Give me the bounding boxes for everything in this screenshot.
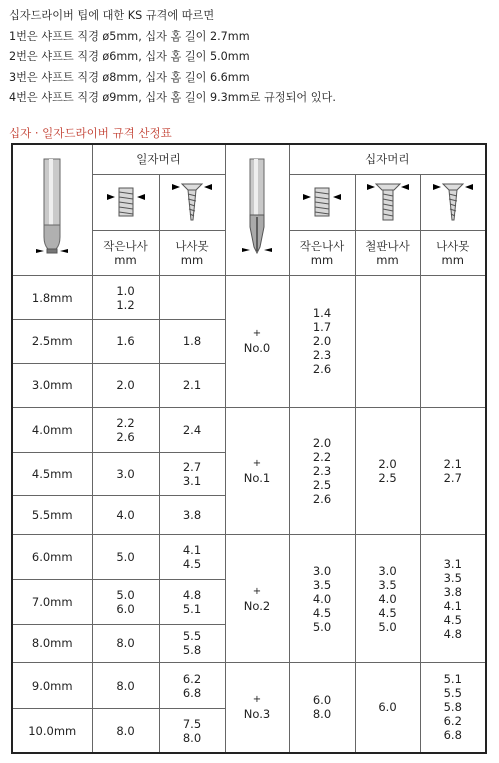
value-line: 3.0 (116, 467, 135, 482)
machine-screw-icon-cell (92, 174, 159, 230)
cross-tip-number (225, 662, 289, 753)
wood-screw-icon (170, 180, 214, 224)
cross-small-screw-values (289, 407, 355, 535)
value-line: 5.5 (443, 686, 462, 701)
value-line: 2.1 (182, 378, 202, 393)
value-line: 2.7 (443, 471, 462, 486)
flat-screwdriver-icon (22, 155, 82, 265)
table-row (12, 535, 486, 579)
flat-wood-screw-values (159, 320, 225, 363)
value-line: 4.5 (182, 556, 202, 571)
value-line: 2.5 (312, 478, 332, 493)
cross-wood-screw-values (420, 407, 486, 535)
flat-small-screw-values (92, 662, 159, 708)
value-line: 2.4 (182, 422, 202, 437)
value-line: 6.2 (182, 671, 202, 686)
cross-tip-number (225, 407, 289, 535)
value-line: 6.0 (312, 693, 332, 708)
flat-wood-screw-values (159, 535, 225, 579)
intro-text (9, 6, 336, 109)
value-line: 3.1 (182, 474, 202, 489)
cross-sheet-screw-values (355, 407, 420, 535)
value-line: 2.6 (116, 429, 135, 444)
flat-wood-screw-values (159, 452, 225, 495)
flat-wood-screw-values (159, 363, 225, 407)
intro-line: 4번은 샤프트 직경 ø9mm, 십자 홈 길이 9.3mm로 규정되어 있다. (9, 91, 336, 104)
value-line: 4.8 (443, 626, 462, 641)
flat-tip-size: 10.0mm (12, 709, 92, 753)
value-line: 8.0 (312, 707, 332, 722)
cross-small-screw-values (289, 535, 355, 663)
cross-sheet-screw-values (355, 276, 420, 408)
flat-tip-size: 3.0mm (12, 363, 92, 407)
flat-wood-screw-values (159, 496, 225, 535)
flat-tip-size: 9.0mm (12, 662, 92, 708)
flat-wood-screw-values (159, 662, 225, 708)
value-line: 6.8 (443, 728, 462, 743)
sheet-screw-icon-cell (355, 174, 420, 230)
plus-symbol: + (252, 694, 262, 706)
value-line: 2.1 (443, 457, 462, 472)
value-line: 6.8 (182, 685, 202, 700)
value-line: 4.8 (182, 587, 202, 602)
value-line: 3.0 (378, 563, 397, 578)
cross-small-screw-header: 작은나사 mm (289, 230, 355, 275)
value-line: 2.5 (378, 471, 397, 486)
value-line: 4.0 (312, 591, 332, 606)
cross-tip-number (225, 535, 289, 663)
value-line: 6.0 (378, 700, 397, 715)
cross-small-screw-values (289, 662, 355, 753)
value-line: 4.1 (443, 598, 462, 613)
value-line: 2.0 (378, 457, 397, 472)
value-line: 2.2 (116, 415, 135, 430)
flat-wood-screw-header: 나사못 mm (159, 230, 225, 275)
value-line: 5.1 (182, 601, 202, 616)
flat-small-screw-header: 작은나사 mm (92, 230, 159, 275)
flat-small-screw-values (92, 407, 159, 452)
flat-tip-size: 8.0mm (12, 624, 92, 662)
table-body (12, 276, 486, 753)
driver-spec-table (11, 143, 487, 754)
intro-line: 1번은 샤프트 직경 ø5mm, 십자 홈 길이 2.7mm (9, 29, 250, 43)
table-row (12, 276, 486, 320)
value-line: 3.8 (443, 584, 462, 599)
intro-line: 2번은 샤프트 직경 ø6mm, 십자 홈 길이 5.0mm (9, 50, 250, 63)
value-line: 5.5 (182, 629, 202, 644)
value-line: 5.0 (116, 587, 135, 602)
value-line: 3.0 (312, 563, 332, 578)
value-line: 2.3 (312, 464, 332, 479)
cross-tip-label: No.2 (243, 598, 271, 613)
value-line: 1.2 (116, 297, 135, 312)
flat-small-screw-values (92, 624, 159, 662)
flat-small-screw-values (92, 496, 159, 535)
value-line: 2.6 (312, 362, 332, 377)
flat-tip-size: 4.0mm (12, 407, 92, 452)
cross-machine-screw-icon-cell (289, 174, 355, 230)
flat-small-screw-values (92, 363, 159, 407)
cross-wood-screw-values (420, 662, 486, 753)
value-line: 4.1 (182, 542, 202, 557)
value-line: 5.0 (378, 619, 397, 634)
flat-tip-size: 5.5mm (12, 496, 92, 535)
value-line: 5.8 (182, 643, 202, 658)
flat-driver-image-cell (12, 144, 92, 276)
value-line: 3.8 (182, 508, 202, 523)
table-row (12, 662, 486, 708)
cross-small-screw-values (289, 276, 355, 408)
value-line: 1.6 (116, 334, 135, 349)
value-line: 2.0 (116, 378, 135, 393)
flat-tip-size: 6.0mm (12, 535, 92, 579)
value-line: 8.0 (182, 730, 202, 745)
intro-line: 십자드라이버 팁에 대한 KS 규격에 따르면 (9, 9, 215, 22)
flat-wood-screw-values (159, 709, 225, 753)
value-line: 6.0 (116, 601, 135, 616)
value-line: 5.1 (443, 672, 462, 687)
cross-sheet-screw-header: 철판나사 mm (355, 230, 420, 275)
value-line: 1.4 (312, 306, 332, 321)
value-line: 5.8 (443, 700, 462, 715)
value-line: 4.0 (116, 508, 135, 523)
flat-tip-size: 2.5mm (12, 320, 92, 363)
value-line: 3.5 (443, 570, 462, 585)
plus-symbol: + (252, 328, 262, 340)
intro-line: 3번은 샤프트 직경 ø8mm, 십자 홈 길이 6.6mm (9, 70, 250, 84)
value-line: 5.0 (116, 549, 135, 564)
value-line: 2.6 (312, 492, 332, 507)
wood-screw-icon (431, 180, 475, 224)
value-line: 8.0 (116, 636, 135, 651)
value-line: 2.2 (312, 450, 332, 465)
value-line: 4.0 (378, 591, 397, 606)
value-line: 2.0 (312, 436, 332, 451)
cross-wood-screw-icon-cell (420, 174, 486, 230)
value-line: 3.5 (378, 577, 397, 592)
value-line: 2.7 (182, 460, 202, 475)
flat-wood-screw-values (159, 579, 225, 624)
wood-screw-icon-cell (159, 174, 225, 230)
value-line: 4.5 (443, 612, 462, 627)
cross-wood-screw-values (420, 535, 486, 663)
cross-wood-screw-values (420, 276, 486, 408)
sheet-metal-screw-icon (366, 180, 410, 224)
flat-wood-screw-values (159, 407, 225, 452)
cross-sheet-screw-values (355, 535, 420, 663)
value-line: 1.7 (312, 320, 332, 335)
cross-tip-label: No.3 (243, 707, 271, 722)
value-line: 4.5 (378, 605, 397, 620)
flat-tip-size: 7.0mm (12, 579, 92, 624)
cross-sheet-screw-values (355, 662, 420, 753)
value-line: 6.2 (443, 714, 462, 729)
machine-screw-icon (300, 182, 344, 222)
cross-driver-image-cell (225, 144, 289, 276)
phillips-screwdriver-icon (232, 155, 282, 265)
table-title: 십자 · 일자드라이버 규격 산정표 (9, 126, 172, 140)
value-line: 3.5 (312, 577, 332, 592)
value-line: 8.0 (116, 723, 135, 738)
cross-wood-screw-header: 나사못 mm (420, 230, 486, 275)
flat-small-screw-values (92, 709, 159, 753)
cross-tip-label: No.0 (243, 341, 271, 356)
value-line: 8.0 (116, 678, 135, 693)
value-line: 2.0 (312, 334, 332, 349)
value-line: 5.0 (312, 619, 332, 634)
flat-head-header: 일자머리 (92, 144, 225, 174)
flat-tip-size: 4.5mm (12, 452, 92, 495)
value-line: 4.5 (312, 605, 332, 620)
flat-small-screw-values (92, 579, 159, 624)
flat-small-screw-values (92, 320, 159, 363)
flat-small-screw-values (92, 276, 159, 320)
machine-screw-icon (104, 182, 148, 222)
value-line: 7.5 (182, 716, 202, 731)
value-line: 2.3 (312, 348, 332, 363)
flat-tip-size: 1.8mm (12, 276, 92, 320)
cross-tip-label: No.1 (243, 471, 271, 486)
plus-symbol: + (252, 585, 262, 597)
cross-head-header: 십자머리 (289, 144, 486, 174)
flat-small-screw-values (92, 535, 159, 579)
cross-tip-number (225, 276, 289, 408)
flat-wood-screw-values (159, 624, 225, 662)
value-line: 1.0 (116, 283, 135, 298)
value-line: 3.1 (443, 556, 462, 571)
flat-wood-screw-values (159, 276, 225, 320)
value-line: 1.8 (182, 334, 202, 349)
plus-symbol: + (252, 458, 262, 470)
table-row (12, 407, 486, 452)
flat-small-screw-values (92, 452, 159, 495)
